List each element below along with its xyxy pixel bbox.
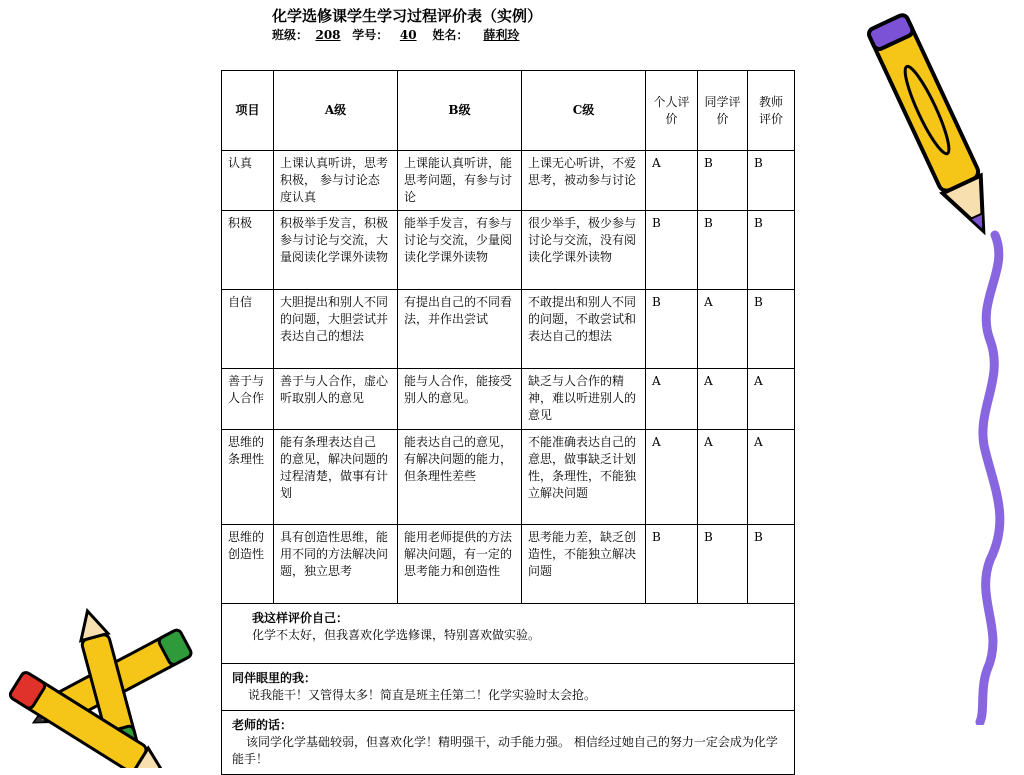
header-a-level: A级 <box>274 71 398 151</box>
row-teacher-eval: A <box>748 430 795 525</box>
pencil-icon <box>862 2 1012 247</box>
row-teacher-eval: B <box>748 525 795 604</box>
header-item: 项目 <box>222 71 274 151</box>
row-c-level: 上课无心听讲，不爱思考，被动参与讨论 <box>522 151 646 211</box>
row-self-eval: B <box>646 525 698 604</box>
row-self-eval: A <box>646 369 698 430</box>
row-peer-eval: A <box>698 290 748 369</box>
row-c-level: 缺乏与人合作的精神，难以听进别人的意见 <box>522 369 646 430</box>
row-teacher-eval: A <box>748 369 795 430</box>
row-teacher-eval: B <box>748 151 795 211</box>
teacher-comment-row <box>222 711 795 775</box>
row-a-level: 大胆提出和别人不同的问题，大胆尝试并表达自己的想法 <box>274 290 398 369</box>
row-item: 思维的条理性 <box>222 430 274 525</box>
row-item: 自信 <box>222 290 274 369</box>
row-peer-eval: A <box>698 430 748 525</box>
self-evaluation-row <box>222 604 795 664</box>
table-row <box>222 151 795 211</box>
row-a-level: 具有创造性思维，能用不同的方法解决问题，独立思考 <box>274 525 398 604</box>
row-peer-eval: A <box>698 369 748 430</box>
row-self-eval: B <box>646 290 698 369</box>
document-title: 化学选修课学生学习过程评价表（实例） <box>272 7 543 25</box>
row-a-level: 能有条理表达自己 的意见，解决问题的过程清楚，做事有计划 <box>274 430 398 525</box>
self-evaluation-cell <box>222 604 795 664</box>
row-peer-eval: B <box>698 151 748 211</box>
row-item: 思维的创造性 <box>222 525 274 604</box>
row-a-level: 善于与人合作，虚心听取别人的意见 <box>274 369 398 430</box>
header-peer-eval: 同学评价 <box>698 71 748 151</box>
row-c-level: 很少举手，极少参与讨论与交流，没有阅读化学课外读物 <box>522 211 646 290</box>
row-a-level: 积极举手发言，积极参与讨论与交流，大量阅读化学课外读物 <box>274 211 398 290</box>
peer-evaluation-text: 说我能干！又管得太多！简直是班主任第二！化学实验时太会抢。 <box>248 688 597 702</box>
row-self-eval: A <box>646 430 698 525</box>
header-b-level: B级 <box>398 71 522 151</box>
row-c-level: 不敢提出和别人不同的问题，不敢尝试和表达自己的想法 <box>522 290 646 369</box>
row-a-level: 上课认真听讲，思考积极， 参与讨论态度认真 <box>274 151 398 211</box>
student-no-label: 学号： <box>352 28 389 42</box>
table-row <box>222 211 795 290</box>
header-row <box>222 71 795 151</box>
class-value: 208 <box>315 28 341 42</box>
row-peer-eval: B <box>698 211 748 290</box>
header-self-eval: 个人评价 <box>646 71 698 151</box>
row-teacher-eval: B <box>748 211 795 290</box>
self-evaluation-title: 我这样评价自己： <box>252 611 349 625</box>
squiggle-decoration <box>965 230 1020 725</box>
row-teacher-eval: B <box>748 290 795 369</box>
student-info-line <box>272 26 542 44</box>
row-b-level: 能与人合作，能接受别人的意见。 <box>398 369 522 430</box>
row-b-level: 有提出自己的不同看法，并作出尝试 <box>398 290 522 369</box>
table-row <box>222 369 795 430</box>
row-b-level: 上课能认真听讲，能思考问题，有参与讨论 <box>398 151 522 211</box>
name-value: 薛利玲 <box>483 28 520 42</box>
class-label: 班级： <box>272 28 309 42</box>
teacher-comment-title: 老师的话： <box>232 718 293 732</box>
pencil-icon <box>0 600 220 768</box>
row-c-level: 不能准确表达自己的意思，做事缺乏计划性，条理性，不能独立解决问题 <box>522 430 646 525</box>
table-row <box>222 525 795 604</box>
row-b-level: 能表达自己的意见，有解决问题的能力，但条理性差些 <box>398 430 522 525</box>
table-row <box>222 430 795 525</box>
row-item: 善于与人合作 <box>222 369 274 430</box>
peer-evaluation-row <box>222 664 795 711</box>
teacher-comment-text: 该同学化学基础较弱，但喜欢化学！精明强干，动手能力强。 相信经过她自己的努力一定会成为化学能手！ <box>232 735 778 766</box>
peer-evaluation-cell <box>222 664 795 711</box>
row-self-eval: A <box>646 151 698 211</box>
peer-evaluation-title: 同伴眼里的我： <box>232 671 317 685</box>
row-item: 积极 <box>222 211 274 290</box>
row-b-level: 能用老师提供的方法解决问题，有一定的思考能力和创造性 <box>398 525 522 604</box>
header-teacher-eval: 教师评价 <box>748 71 795 151</box>
row-peer-eval: B <box>698 525 748 604</box>
name-label: 姓名： <box>432 28 469 42</box>
title-block <box>272 6 542 44</box>
row-b-level: 能举手发言，有参与讨论与交流，少量阅读化学课外读物 <box>398 211 522 290</box>
row-self-eval: B <box>646 211 698 290</box>
row-c-level: 思考能力差，缺乏创造性，不能独立解决问题 <box>522 525 646 604</box>
teacher-comment-cell <box>222 711 795 775</box>
table-row <box>222 290 795 369</box>
header-c-level: C级 <box>522 71 646 151</box>
evaluation-table <box>221 70 795 775</box>
student-no-value: 40 <box>399 28 417 42</box>
row-item: 认真 <box>222 151 274 211</box>
self-evaluation-text: 化学不太好，但我喜欢化学选修课，特别喜欢做实验。 <box>252 628 541 642</box>
